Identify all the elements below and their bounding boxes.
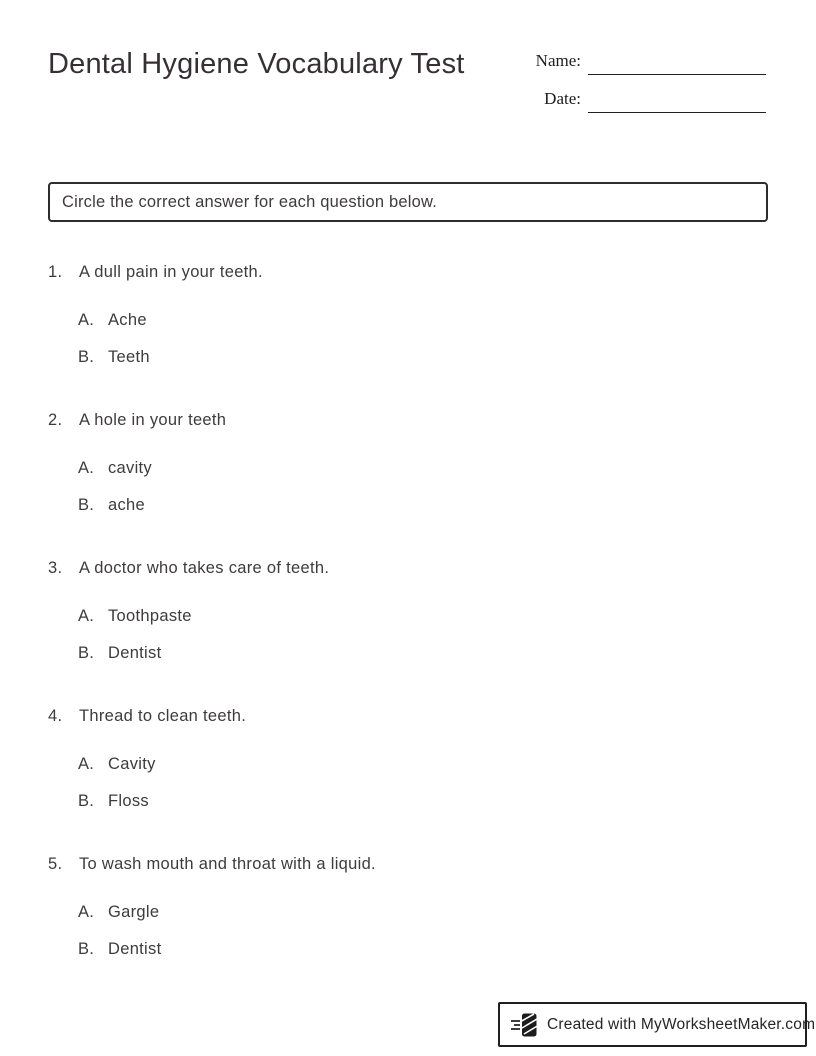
- option-text: Toothpaste: [108, 607, 192, 625]
- question-4-prompt: [48, 705, 768, 727]
- worksheet-maker-logo-icon: [510, 1010, 540, 1040]
- footer-credit-text: Created with MyWorksheetMaker.com: [547, 1015, 816, 1033]
- question-5: [48, 853, 768, 960]
- option-letter: A.: [78, 607, 95, 625]
- question-2-prompt: [48, 409, 768, 431]
- option-letter: B.: [78, 940, 95, 958]
- question-text: A hole in your teeth: [79, 411, 227, 429]
- option-letter: B.: [78, 792, 95, 810]
- question-3-option-b[interactable]: [78, 642, 768, 664]
- question-3: [48, 557, 768, 664]
- question-4: [48, 705, 768, 812]
- question-number: 1.: [48, 263, 63, 281]
- instructions-box: [48, 182, 768, 222]
- option-letter: B.: [78, 644, 95, 662]
- question-4-option-a[interactable]: [78, 753, 768, 775]
- question-list: [48, 261, 768, 1001]
- question-text: Thread to clean teeth.: [79, 707, 247, 725]
- question-4-option-b[interactable]: [78, 790, 768, 812]
- option-text: Floss: [108, 792, 149, 810]
- page-title: Dental Hygiene Vocabulary Test: [48, 48, 465, 80]
- option-text: Teeth: [108, 348, 150, 366]
- footer-credit-badge: [498, 1002, 816, 1047]
- option-letter: B.: [78, 496, 95, 514]
- option-text: Dentist: [108, 644, 162, 662]
- date-field-row: [524, 88, 766, 110]
- question-text: A dull pain in your teeth.: [79, 263, 263, 281]
- option-text: Cavity: [108, 755, 156, 773]
- option-text: Dentist: [108, 940, 162, 958]
- question-1-option-b[interactable]: [78, 346, 768, 368]
- question-number: 2.: [48, 411, 63, 429]
- question-text: To wash mouth and throat with a liquid.: [79, 855, 376, 873]
- question-1-prompt: [48, 261, 768, 283]
- question-2-option-b[interactable]: [78, 494, 768, 516]
- question-number: 3.: [48, 559, 63, 577]
- option-text: cavity: [108, 459, 152, 477]
- date-blank-line[interactable]: [588, 91, 766, 113]
- question-5-prompt: [48, 853, 768, 875]
- question-5-option-b[interactable]: [78, 938, 768, 960]
- question-2-option-a[interactable]: [78, 457, 768, 479]
- question-5-option-a[interactable]: [78, 901, 768, 923]
- question-2: [48, 409, 768, 516]
- option-letter: A.: [78, 311, 95, 329]
- option-text: Ache: [108, 311, 147, 329]
- question-3-option-a[interactable]: [78, 605, 768, 627]
- name-label: Name:: [535, 51, 581, 70]
- question-1: [48, 261, 768, 368]
- question-3-prompt: [48, 557, 768, 579]
- question-number: 4.: [48, 707, 63, 725]
- question-text: A doctor who takes care of teeth.: [79, 559, 330, 577]
- option-letter: A.: [78, 755, 95, 773]
- option-text: Gargle: [108, 903, 160, 921]
- question-number: 5.: [48, 855, 63, 873]
- option-letter: A.: [78, 903, 95, 921]
- option-letter: B.: [78, 348, 95, 366]
- date-label: Date:: [544, 89, 581, 108]
- question-1-option-a[interactable]: [78, 309, 768, 331]
- option-letter: A.: [78, 459, 95, 477]
- name-blank-line[interactable]: [588, 53, 766, 75]
- name-field-row: [524, 50, 766, 72]
- option-text: ache: [108, 496, 145, 514]
- instructions-text: Circle the correct answer for each question below.: [62, 192, 438, 211]
- name-date-fields: [524, 50, 766, 126]
